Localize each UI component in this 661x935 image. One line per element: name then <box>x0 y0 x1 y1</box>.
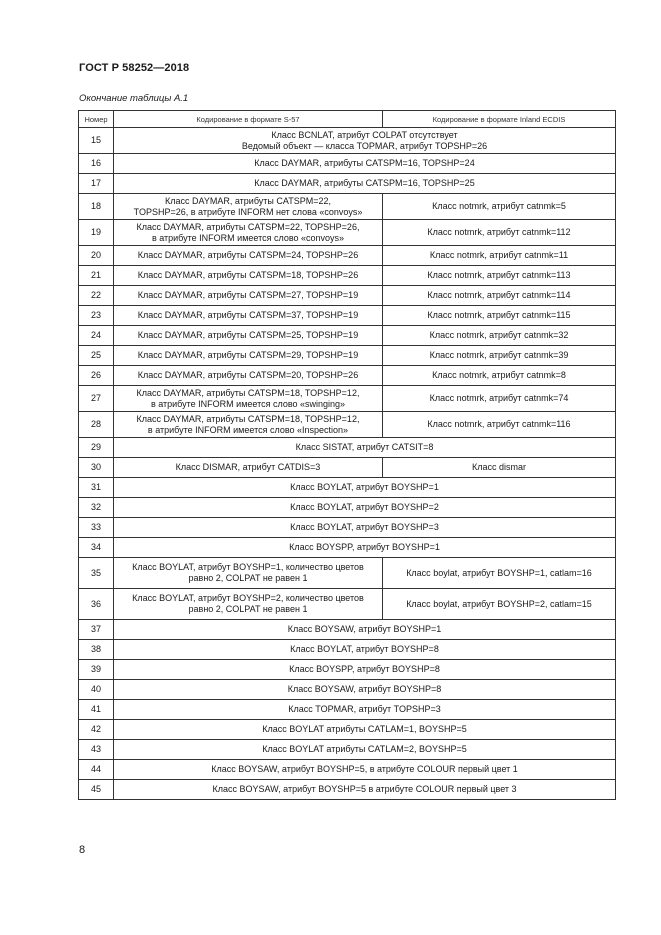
table-row <box>79 740 616 760</box>
s57-coding-cell: Класс DAYMAR, атрибуты CATSPM=20, TOPSHP=26 <box>114 366 383 386</box>
row-number-cell: 28 <box>79 412 114 438</box>
merged-coding-cell: Класс BOYLAT атрибуты CATLAM=2, BOYSHP=5 <box>114 740 616 760</box>
row-number-cell: 32 <box>79 498 114 518</box>
table-row <box>79 558 616 589</box>
merged-coding-cell: Класс DAYMAR, атрибуты CATSPM=16, TOPSHP=25 <box>114 174 616 194</box>
table-row <box>79 640 616 660</box>
table-row <box>79 498 616 518</box>
table-row <box>79 128 616 154</box>
merged-coding-cell: Класс BCNLAT, атрибут COLPAT отсутствует Ведомый объект — класса TOPMAR, атрибут TOPSHP=26 <box>114 128 616 154</box>
inland-ecdis-coding-cell: Класс notmrk, атрибут catnmk=39 <box>383 346 616 366</box>
table-row <box>79 412 616 438</box>
row-number-cell: 45 <box>79 780 114 800</box>
table-row <box>79 700 616 720</box>
row-number-cell: 19 <box>79 220 114 246</box>
s57-coding-cell: Класс DISMAR, атрибут CATDIS=3 <box>114 458 383 478</box>
row-number-cell: 37 <box>79 620 114 640</box>
s57-coding-cell: Класс DAYMAR, атрибуты CATSPM=29, TOPSHP=19 <box>114 346 383 366</box>
s57-coding-cell: Класс DAYMAR, атрибуты CATSPM=24, TOPSHP=26 <box>114 246 383 266</box>
row-number-cell: 16 <box>79 154 114 174</box>
table-header-row <box>79 111 616 128</box>
inland-ecdis-coding-cell: Класс notmrk, атрибут catnmk=115 <box>383 306 616 326</box>
table-caption: Окончание таблицы А.1 <box>79 93 189 104</box>
s57-coding-cell: Класс DAYMAR, атрибуты CATSPM=25, TOPSHP=19 <box>114 326 383 346</box>
merged-coding-cell: Класс BOYLAT, атрибут BOYSHP=2 <box>114 498 616 518</box>
table-row <box>79 326 616 346</box>
table-row <box>79 154 616 174</box>
table-row <box>79 194 616 220</box>
inland-ecdis-coding-cell: Класс notmrk, атрибут catnmk=32 <box>383 326 616 346</box>
table-row <box>79 366 616 386</box>
s57-coding-cell: Класс DAYMAR, атрибуты CATSPM=22, TOPSHP=26, в атрибуте INFORM имеется слово «convoys» <box>114 220 383 246</box>
row-number-cell: 36 <box>79 589 114 620</box>
table-row <box>79 680 616 700</box>
inland-ecdis-coding-cell: Класс notmrk, атрибут catnmk=116 <box>383 412 616 438</box>
table-row <box>79 589 616 620</box>
inland-ecdis-coding-cell: Класс boylat, атрибут BOYSHP=1, catlam=16 <box>383 558 616 589</box>
row-number-cell: 39 <box>79 660 114 680</box>
table-row <box>79 386 616 412</box>
table-row <box>79 306 616 326</box>
table-row <box>79 780 616 800</box>
table-row <box>79 620 616 640</box>
table-row <box>79 760 616 780</box>
row-number-cell: 30 <box>79 458 114 478</box>
row-number-cell: 43 <box>79 740 114 760</box>
table-row <box>79 286 616 306</box>
table-row <box>79 660 616 680</box>
row-number-cell: 40 <box>79 680 114 700</box>
merged-coding-cell: Класс BOYLAT, атрибут BOYSHP=3 <box>114 518 616 538</box>
row-number-cell: 24 <box>79 326 114 346</box>
row-number-cell: 44 <box>79 760 114 780</box>
inland-ecdis-coding-cell: Класс notmrk, атрибут catnmk=113 <box>383 266 616 286</box>
row-number-cell: 25 <box>79 346 114 366</box>
page-number: 8 <box>79 844 86 856</box>
row-number-cell: 23 <box>79 306 114 326</box>
s57-coding-cell: Класс DAYMAR, атрибуты CATSPM=37, TOPSHP=19 <box>114 306 383 326</box>
merged-coding-cell: Класс BOYSAW, атрибут BOYSHP=1 <box>114 620 616 640</box>
mapping-table <box>78 110 616 800</box>
merged-coding-cell: Класс TOPMAR, атрибут TOPSHP=3 <box>114 700 616 720</box>
merged-coding-cell: Класс BOYSAW, атрибут BOYSHP=5 в атрибуте COLOUR первый цвет 3 <box>114 780 616 800</box>
merged-coding-cell: Класс BOYLAT атрибуты CATLAM=1, BOYSHP=5 <box>114 720 616 740</box>
document-header: ГОСТ Р 58252—2018 <box>79 62 190 74</box>
s57-coding-cell: Класс DAYMAR, атрибуты CATSPM=18, TOPSHP=12, в атрибуте INFORM имеется слово «swinging» <box>114 386 383 412</box>
row-number-cell: 20 <box>79 246 114 266</box>
table-row <box>79 174 616 194</box>
table-row <box>79 720 616 740</box>
s57-coding-cell: Класс DAYMAR, атрибуты CATSPM=18, TOPSHP=26 <box>114 266 383 286</box>
merged-coding-cell: Класс SISTAT, атрибут CATSIT=8 <box>114 438 616 458</box>
row-number-cell: 41 <box>79 700 114 720</box>
merged-coding-cell: Класс BOYSAW, атрибут BOYSHP=8 <box>114 680 616 700</box>
merged-coding-cell: Класс BOYSPP, атрибут BOYSHP=1 <box>114 538 616 558</box>
inland-ecdis-coding-cell: Класс notmrk, атрибут catnmk=114 <box>383 286 616 306</box>
table-row <box>79 478 616 498</box>
inland-ecdis-coding-cell: Класс notmrk, атрибут catnmk=112 <box>383 220 616 246</box>
inland-ecdis-coding-cell: Класс boylat, атрибут BOYSHP=2, catlam=15 <box>383 589 616 620</box>
row-number-cell: 31 <box>79 478 114 498</box>
table-row <box>79 458 616 478</box>
row-number-cell: 35 <box>79 558 114 589</box>
table-row <box>79 538 616 558</box>
s57-coding-cell: Класс BOYLAT, атрибут BOYSHP=2, количество цветов равно 2, COLPAT не равен 1 <box>114 589 383 620</box>
inland-ecdis-coding-cell: Класс dismar <box>383 458 616 478</box>
table-row <box>79 518 616 538</box>
row-number-cell: 27 <box>79 386 114 412</box>
table-row <box>79 346 616 366</box>
merged-coding-cell: Класс BOYSPP, атрибут BOYSHP=8 <box>114 660 616 680</box>
merged-coding-cell: Класс DAYMAR, атрибуты CATSPM=16, TOPSHP=24 <box>114 154 616 174</box>
row-number-cell: 34 <box>79 538 114 558</box>
table-body <box>79 128 616 800</box>
row-number-cell: 15 <box>79 128 114 154</box>
s57-coding-cell: Класс DAYMAR, атрибуты CATSPM=22, TOPSHP=26, в атрибуте INFORM нет слова «convoys» <box>114 194 383 220</box>
table-row <box>79 246 616 266</box>
merged-coding-cell: Класс BOYSAW, атрибут BOYSHP=5, в атрибуте COLOUR первый цвет 1 <box>114 760 616 780</box>
row-number-cell: 18 <box>79 194 114 220</box>
column-header-inland-ecdis: Кодирование в формате Inland ECDIS <box>383 111 616 128</box>
row-number-cell: 33 <box>79 518 114 538</box>
row-number-cell: 17 <box>79 174 114 194</box>
table-row <box>79 266 616 286</box>
column-header-number: Номер <box>79 111 114 128</box>
row-number-cell: 26 <box>79 366 114 386</box>
inland-ecdis-coding-cell: Класс notmrk, атрибут catnmk=5 <box>383 194 616 220</box>
row-number-cell: 42 <box>79 720 114 740</box>
row-number-cell: 38 <box>79 640 114 660</box>
merged-coding-cell: Класс BOYLAT, атрибут BOYSHP=8 <box>114 640 616 660</box>
s57-coding-cell: Класс BOYLAT, атрибут BOYSHP=1, количество цветов равно 2, COLPAT не равен 1 <box>114 558 383 589</box>
row-number-cell: 22 <box>79 286 114 306</box>
table-row <box>79 438 616 458</box>
inland-ecdis-coding-cell: Класс notmrk, атрибут catnmk=74 <box>383 386 616 412</box>
inland-ecdis-coding-cell: Класс notmrk, атрибут catnmk=8 <box>383 366 616 386</box>
s57-coding-cell: Класс DAYMAR, атрибуты CATSPM=18, TOPSHP=12, в атрибуте INFORM имеется слово «Inspection» <box>114 412 383 438</box>
row-number-cell: 21 <box>79 266 114 286</box>
column-header-s57: Кодирование в формате S-57 <box>114 111 383 128</box>
row-number-cell: 29 <box>79 438 114 458</box>
table-row <box>79 220 616 246</box>
s57-coding-cell: Класс DAYMAR, атрибуты CATSPM=27, TOPSHP=19 <box>114 286 383 306</box>
inland-ecdis-coding-cell: Класс notmrk, атрибут catnmk=11 <box>383 246 616 266</box>
merged-coding-cell: Класс BOYLAT, атрибут BOYSHP=1 <box>114 478 616 498</box>
